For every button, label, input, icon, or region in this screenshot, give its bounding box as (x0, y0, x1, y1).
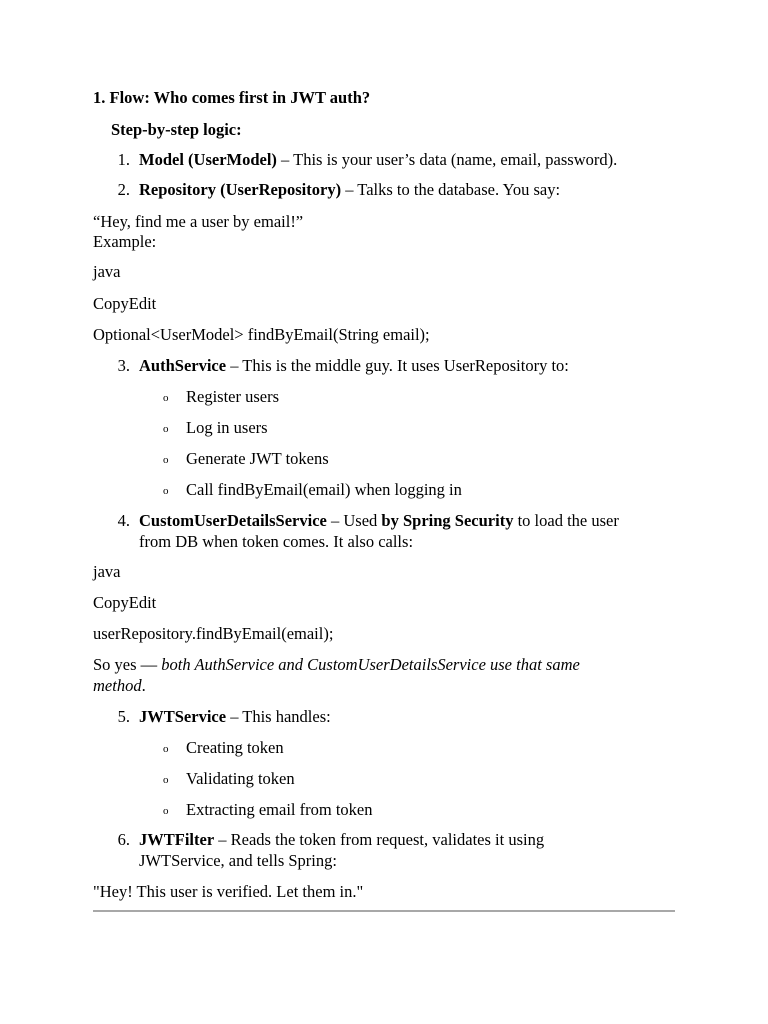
bullet-item: Validating token (186, 769, 295, 788)
bullet-item: Log in users (186, 418, 268, 437)
item-title: JWTFilter (139, 830, 215, 849)
section-heading: 1. Flow: Who comes first in JWT auth? (93, 88, 371, 107)
item-title: AuthService (139, 356, 227, 375)
code-snippet: userRepository.findByEmail(email); (93, 624, 334, 643)
bullet-icon: o (163, 805, 169, 817)
quote-text: “Hey, find me a user by email!” (93, 212, 304, 231)
item-number: 5. (117, 707, 130, 726)
list-item-repository (139, 180, 560, 200)
item-number: 6. (117, 830, 130, 849)
list-item-authservice (139, 356, 569, 376)
list-item-model (139, 150, 617, 170)
bullet-icon: o (163, 423, 169, 435)
item-number: 2. (117, 180, 130, 199)
code-snippet: Optional<UserModel> findByEmail(String email); (93, 325, 430, 344)
item-desc: – This is your user’s data (name, email, password). (276, 150, 618, 169)
item-desc-continued: from DB when token comes. It also calls: (139, 532, 414, 551)
list-item-jwtfilter (139, 830, 544, 850)
code-language-label: java (93, 562, 121, 581)
bullet-icon: o (163, 743, 169, 755)
item-title: JWTService (139, 707, 227, 726)
item-number: 4. (117, 511, 130, 530)
code-language-label: java (93, 262, 121, 281)
bullet-item: Register users (186, 387, 280, 406)
copy-edit-label: CopyEdit (93, 593, 157, 612)
bullet-item: Call findByEmail(email) when logging in (186, 480, 462, 499)
bullet-icon: o (163, 454, 169, 466)
item-desc: – Reads the token from request, validates it using (214, 830, 545, 849)
horizontal-rule (93, 910, 675, 912)
item-number: 1. (117, 150, 130, 169)
item-title: CustomUserDetailsService (139, 511, 327, 530)
list-item-customuserdetailsservice: CustomUserDetailsService – Used by Spring Security to load the user (139, 511, 619, 530)
item-desc: – This handles: (226, 707, 331, 726)
final-quote: "Hey! This user is verified. Let them in." (93, 882, 364, 901)
bullet-item: Creating token (186, 738, 284, 757)
item-number: 3. (117, 356, 130, 375)
item-title: Repository (UserRepository) (139, 180, 342, 199)
list-item-jwtservice (139, 707, 331, 727)
bullet-icon: o (163, 774, 169, 786)
bullet-item: Generate JWT tokens (186, 449, 329, 468)
copy-edit-label: CopyEdit (93, 294, 157, 313)
conclusion-text-continued: method. (93, 676, 146, 695)
example-label: Example: (93, 232, 157, 251)
item-desc: – Talks to the database. You say: (341, 180, 561, 199)
bullet-icon: o (163, 485, 169, 497)
item-desc: – This is the middle guy. It uses UserRepository to: (226, 356, 569, 375)
item-title: Model (UserModel) (139, 150, 277, 169)
bullet-item: Extracting email from token (186, 800, 373, 819)
bullet-icon: o (163, 392, 169, 404)
item-desc-continued: JWTService, and tells Spring: (139, 851, 337, 870)
conclusion-text: So yes — both AuthService and CustomUserDetailsService use that same (93, 655, 580, 674)
subheading: Step-by-step logic: (111, 120, 242, 139)
